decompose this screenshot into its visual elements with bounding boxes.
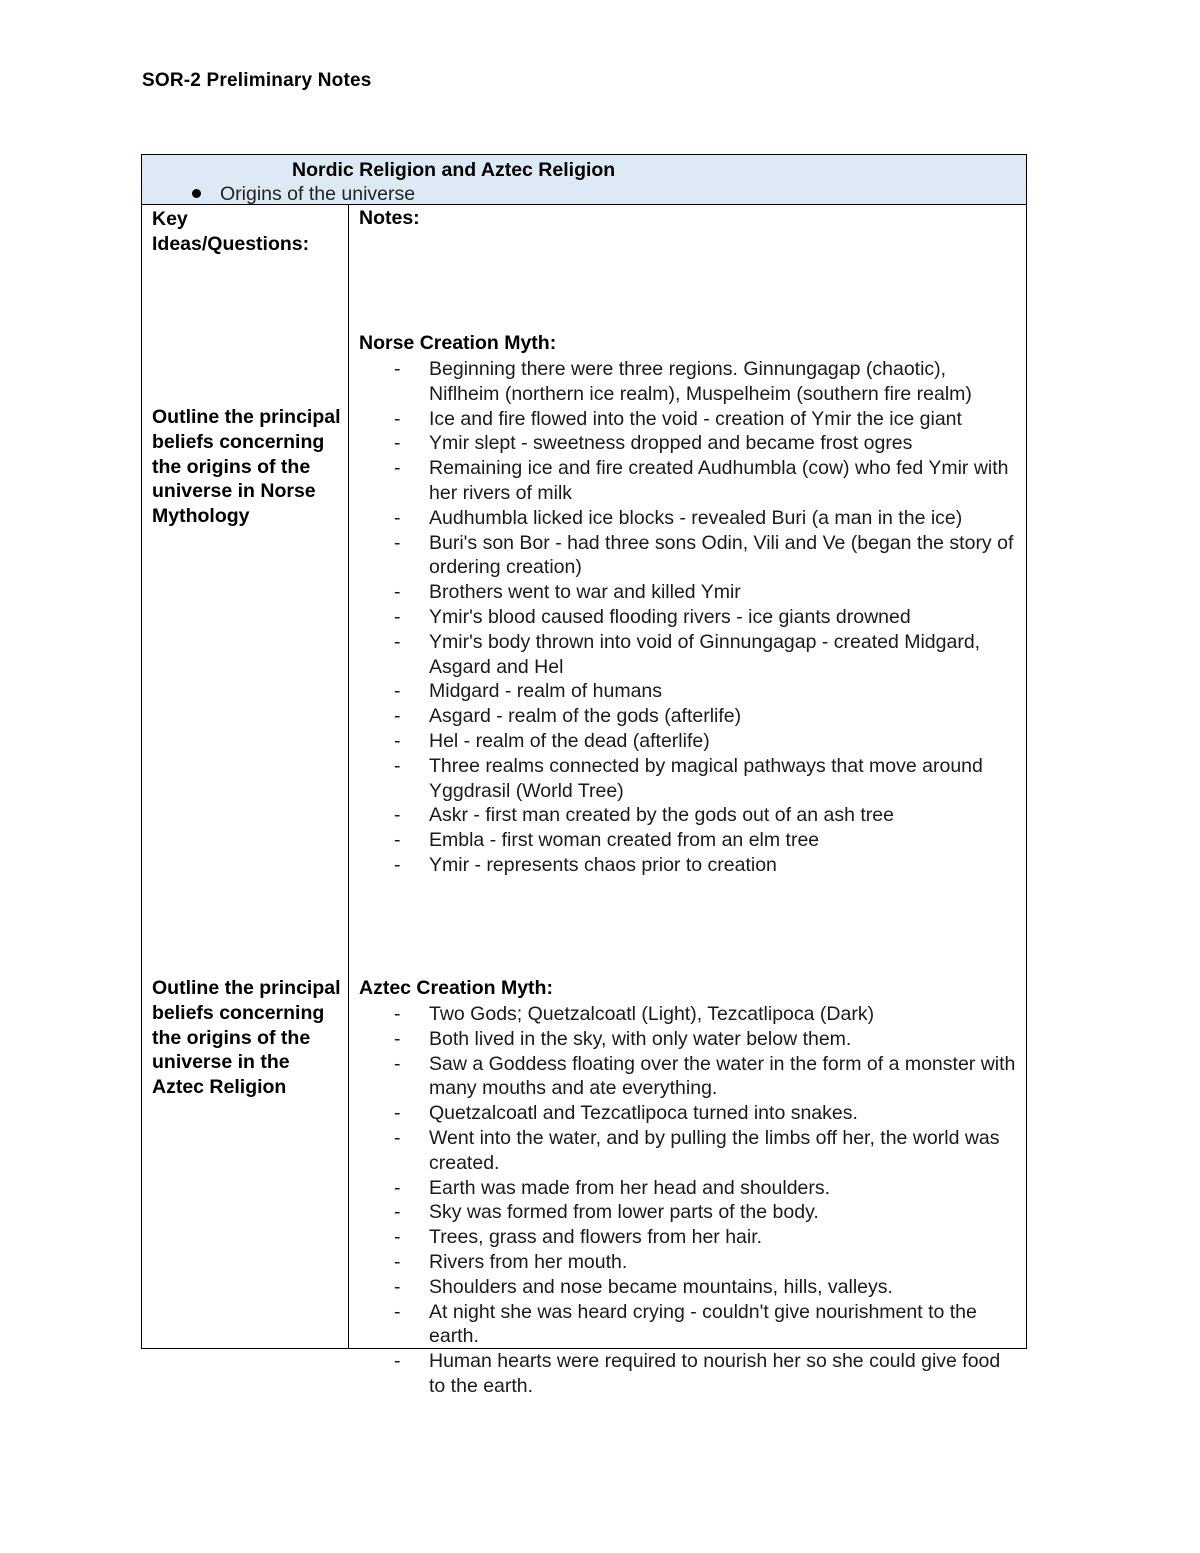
list-item (349, 1225, 1019, 1250)
list-item (349, 1275, 1019, 1300)
dash-bullet-icon: - (394, 729, 401, 752)
norse-list (349, 357, 1019, 878)
list-item (349, 754, 1019, 804)
list-item-text: Quetzalcoatl and Tezcatlipoca turned into snakes. (429, 1102, 858, 1125)
dash-bullet-icon: - (394, 853, 401, 876)
aztec-heading: Aztec Creation Myth: (359, 977, 553, 999)
list-item-text: Remaining ice and fire created Audhumbla (cow) who fed Ymir with her rivers of milk (429, 457, 1009, 504)
table-header-title: Nordic Religion and Aztec Religion (292, 159, 616, 181)
list-item (349, 679, 1019, 704)
list-item (349, 431, 1019, 456)
dash-bullet-icon: - (394, 1226, 401, 1249)
list-item (349, 803, 1019, 828)
dash-bullet-icon: - (394, 1102, 401, 1125)
list-item-text: At night she was heard crying - couldn't give nourishment to the earth. (429, 1300, 977, 1348)
notes-heading: Notes: (359, 207, 420, 229)
list-item (349, 853, 1019, 878)
list-item-text: Saw a Goddess floating over the water in the form of a monster with many mouths and ate everything. (429, 1052, 1016, 1100)
list-item (349, 456, 1019, 506)
dash-bullet-icon: - (394, 1052, 401, 1075)
list-item (349, 1052, 1019, 1102)
list-item-text: Ymir slept - sweetness dropped and became frost ogres (429, 432, 913, 455)
dash-bullet-icon: - (394, 1275, 401, 1298)
list-item-text: Ymir's body thrown into void of Ginnungagap - created Midgard, Asgard and Hel (429, 630, 981, 678)
list-item-text: Two Gods; Quetzalcoatl (Light), Tezcatlipoca (Dark) (429, 1003, 875, 1025)
list-item-text: Brothers went to war and killed Ymir (429, 581, 741, 604)
list-item-text: Ice and fire flowed into the void - creation of Ymir the ice giant (429, 407, 962, 430)
list-item-text: Sky was formed from lower parts of the body. (429, 1201, 819, 1224)
dash-bullet-icon: - (394, 457, 401, 480)
list-item (349, 580, 1019, 605)
dash-bullet-icon: - (394, 1250, 401, 1273)
list-item-text: Trees, grass and flowers from her hair. (429, 1226, 763, 1249)
list-item (349, 1176, 1019, 1201)
dash-bullet-icon: - (394, 754, 401, 777)
bullet-dot-icon (192, 189, 201, 198)
dash-bullet-icon: - (394, 1201, 401, 1224)
dash-bullet-icon: - (394, 1003, 401, 1025)
list-item (349, 357, 1019, 407)
dash-bullet-icon: - (394, 829, 401, 852)
table-header-bullet-text: Origins of the universe (220, 183, 416, 205)
dash-bullet-icon: - (394, 1176, 401, 1199)
dash-bullet-icon: - (394, 804, 401, 827)
list-item (349, 1126, 1019, 1176)
list-item-text: Shoulders and nose became mountains, hills, valleys. (429, 1275, 893, 1298)
list-item-text: Audhumbla licked ice blocks - revealed Buri (a man in the ice) (429, 506, 963, 529)
list-item-text: Beginning there were three regions. Ginnungagap (chaotic), Niflheim (northern ice realm), Muspelheim (southern fire realm) (429, 358, 972, 405)
document-title: SOR-2 Preliminary Notes (142, 70, 372, 91)
list-item-text: Buri's son Bor - had three sons Odin, Vili and Ve (began the story of ordering creation) (429, 531, 1014, 579)
list-item-text: Hel - realm of the dead (afterlife) (429, 729, 710, 752)
list-item (349, 1101, 1019, 1126)
dash-bullet-icon: - (394, 1027, 401, 1050)
list-item-text: Both lived in the sky, with only water below them. (429, 1027, 852, 1050)
table-body-row (142, 205, 1026, 1397)
list-item-text: Asgard - realm of the gods (afterlife) (429, 705, 742, 728)
dash-bullet-icon: - (394, 630, 401, 653)
list-item (349, 729, 1019, 754)
key-ideas-column (142, 205, 349, 1348)
list-item-text: Midgard - realm of humans (429, 680, 663, 703)
key-ideas-heading: Key Ideas/Questions: (152, 208, 310, 255)
table-header-bullet (192, 183, 415, 206)
table-header (142, 155, 1026, 205)
list-item (349, 704, 1019, 729)
dash-bullet-icon: - (394, 1350, 401, 1373)
list-item (349, 1002, 1019, 1027)
list-item-text: Went into the water, and by pulling the limbs off her, the world was created. (429, 1126, 1000, 1174)
list-item (349, 506, 1019, 531)
question-norse: Outline the principal beliefs concerning the origins of the universe in Norse Mythology (152, 406, 341, 528)
dash-bullet-icon: - (394, 605, 401, 628)
dash-bullet-icon: - (394, 407, 401, 430)
dash-bullet-icon: - (394, 705, 401, 728)
dash-bullet-icon: - (394, 432, 401, 455)
dash-bullet-icon: - (394, 680, 401, 703)
dash-bullet-icon: - (394, 506, 401, 529)
list-item-text: Three realms connected by magical pathways that move around Yggdrasil (World Tree) (429, 754, 983, 802)
list-item (349, 1349, 1019, 1399)
question-aztec: Outline the principal beliefs concerning the origins of the universe in the Aztec Religion (152, 977, 341, 1099)
list-item (349, 1250, 1019, 1275)
dash-bullet-icon: - (394, 531, 401, 554)
notes-table (141, 154, 1027, 1397)
list-item (349, 1027, 1019, 1052)
list-item (349, 630, 1019, 680)
list-item-text: Human hearts were required to nourish her so she could give food to the earth. (429, 1350, 1001, 1397)
list-item (349, 407, 1019, 432)
dash-bullet-icon: - (394, 358, 401, 380)
list-item-text: Embla - first woman created from an elm tree (429, 829, 820, 852)
list-item-text: Earth was made from her head and shoulders. (429, 1176, 831, 1199)
list-item-text: Ymir's blood caused flooding rivers - ice giants drowned (429, 605, 911, 628)
dash-bullet-icon: - (394, 1126, 401, 1149)
notes-column (349, 205, 1026, 1397)
list-item (349, 531, 1019, 581)
list-item (349, 828, 1019, 853)
list-item-text: Askr - first man created by the gods out of an ash tree (429, 804, 894, 827)
list-item-text: Ymir - represents chaos prior to creation (429, 853, 777, 876)
list-item (349, 605, 1019, 630)
norse-heading: Norse Creation Myth: (359, 332, 557, 354)
aztec-list (349, 1002, 1019, 1399)
dash-bullet-icon: - (394, 581, 401, 604)
dash-bullet-icon: - (394, 1300, 401, 1323)
list-item (349, 1200, 1019, 1225)
list-item-text: Rivers from her mouth. (429, 1250, 628, 1273)
list-item (349, 1300, 1019, 1350)
